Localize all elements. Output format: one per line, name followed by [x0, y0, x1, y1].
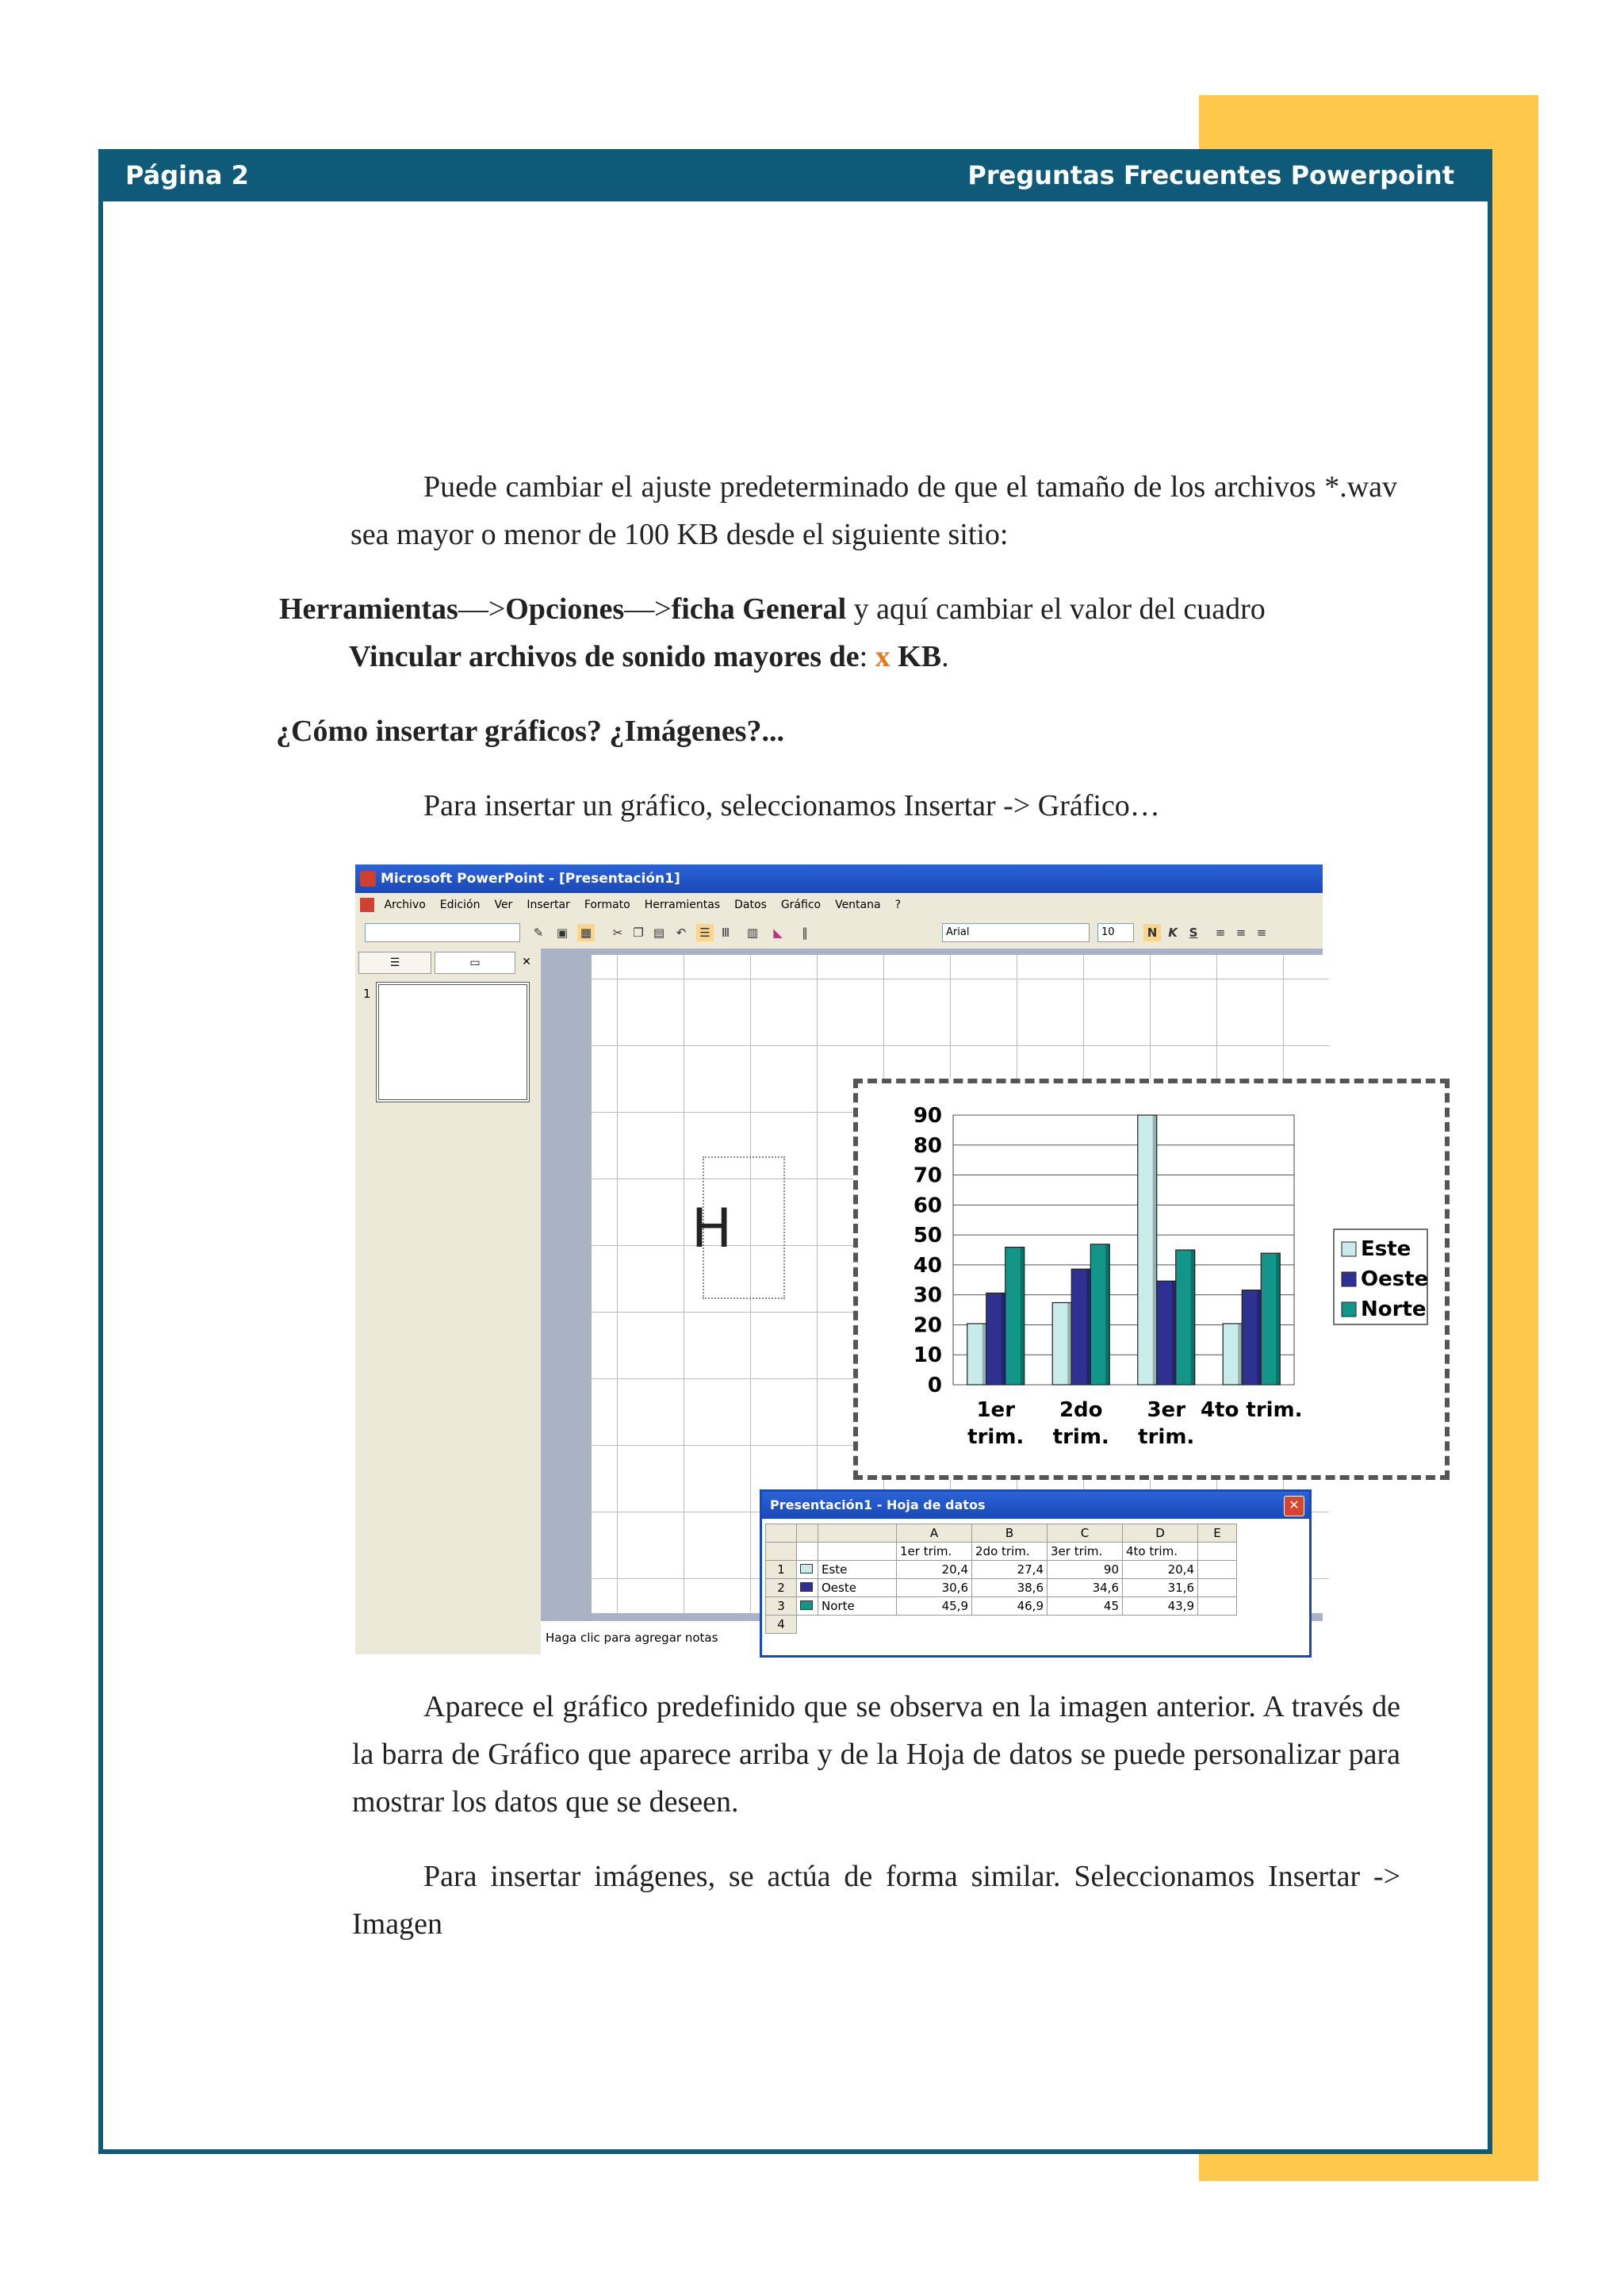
data-cell[interactable]: 30,6 [897, 1579, 972, 1597]
paragraph-5: Para insertar imágenes, se actúa de forma similar. Seleccionamos Insertar -> Imagen [352, 1860, 1400, 1941]
row-header[interactable]: 1 [766, 1561, 797, 1579]
window-title: Microsoft PowerPoint - [Presentación1] [381, 871, 680, 887]
column-header[interactable]: A [897, 1524, 972, 1543]
y-tick-label: 80 [913, 1133, 942, 1158]
data-cell[interactable]: 31,6 [1123, 1579, 1198, 1597]
menu-item-9[interactable]: ? [894, 899, 902, 911]
x-tick-label: trim. [967, 1425, 1025, 1449]
series-swatch-icon [800, 1564, 813, 1573]
column-header[interactable]: E [1198, 1524, 1237, 1543]
empty-cell[interactable] [1198, 1543, 1237, 1561]
y-tick-label: 30 [913, 1283, 942, 1308]
bar-shade [1238, 1324, 1242, 1385]
page-header [98, 149, 1488, 201]
x-tick-label: 2do [1059, 1398, 1103, 1422]
cut-icon[interactable]: ✂ [612, 926, 623, 940]
x-tick-label: trim. [1138, 1425, 1195, 1449]
row-header-blank[interactable] [766, 1543, 797, 1561]
data-cell[interactable]: 20,4 [897, 1561, 972, 1579]
menu-item-8[interactable]: Ventana [835, 899, 881, 911]
series-name-cell[interactable]: Norte [818, 1597, 897, 1616]
series-label-cell[interactable]: 2do trim. [972, 1543, 1048, 1561]
bold-button[interactable]: N [1143, 924, 1161, 941]
close-panel-icon[interactable]: ✕ [522, 956, 531, 968]
paragraph-3: Para insertar un gráfico, seleccionamos Insertar -> Gráfico… [423, 789, 1160, 822]
bar-shade [982, 1324, 986, 1385]
bar-shade [1067, 1302, 1071, 1385]
series-label-cell[interactable]: 4to trim. [1123, 1543, 1198, 1561]
gridlines-icon[interactable]: ‖ [802, 926, 808, 940]
menu-bar [355, 893, 1323, 917]
bar-shade [1172, 1281, 1176, 1385]
column-header[interactable]: B [972, 1524, 1048, 1543]
close-icon[interactable]: ✕ [1284, 1496, 1304, 1516]
series-label-cell[interactable]: 1er trim. [897, 1543, 972, 1561]
copy-icon[interactable]: ❐ [633, 926, 644, 940]
align-right-icon[interactable]: ≡ [1256, 926, 1267, 940]
font-size-dropdown[interactable]: 10 [1097, 923, 1134, 942]
row-header[interactable]: 4 [766, 1616, 797, 1634]
window-titlebar [355, 864, 1323, 893]
space [891, 640, 898, 673]
data-cell[interactable]: 46,9 [972, 1597, 1048, 1616]
legend-label: Norte [1361, 1297, 1427, 1321]
y-tick-label: 70 [913, 1163, 942, 1188]
bar-shade [1257, 1290, 1261, 1385]
x-tick-label: 3er [1147, 1398, 1186, 1422]
data-cell[interactable]: 27,4 [972, 1561, 1048, 1579]
menu-item-0[interactable]: Archivo [384, 899, 426, 911]
y-tick-label: 10 [913, 1343, 942, 1368]
paragraph-4: Aparece el gráfico predefinido que se observa en la imagen anterior. A través de la barra de Gráfico que aparece arriba y de la Hoja de datos se puede personalizar para mostrar los datos que se deseen. [352, 1690, 1400, 1819]
toolbar [355, 917, 1323, 949]
data-table-icon[interactable]: ▥ [746, 926, 759, 940]
open-icon[interactable]: ✎ [533, 926, 544, 940]
slide-title-text: H [691, 1198, 733, 1260]
chart-object[interactable] [853, 1079, 1450, 1480]
menu-item-4[interactable]: Formato [584, 899, 630, 911]
powerpoint-screenshot [355, 864, 1429, 1654]
document-icon [360, 898, 374, 912]
legend-swatch [1342, 1302, 1356, 1317]
tab-general: ficha General [671, 592, 847, 626]
y-tick-label: 40 [913, 1253, 942, 1278]
menu-item-7[interactable]: Gráfico [780, 899, 822, 911]
paste-icon[interactable]: ▤ [653, 926, 665, 940]
paragraph-1: Puede cambiar el ajuste predeterminado de que el tamaño de los archivos *.wav sea mayor o menor de 100 KB desde el siguiente sitio: [350, 470, 1397, 551]
y-tick-label: 50 [913, 1224, 942, 1248]
row-header[interactable]: 3 [766, 1597, 797, 1616]
datasheet-window [760, 1489, 1312, 1658]
menu-herramientas: Herramientas [279, 592, 458, 626]
font-name-dropdown[interactable]: Arial [942, 923, 1090, 942]
align-left-icon[interactable]: ≡ [1215, 926, 1226, 940]
menu-item-6[interactable]: Datos [734, 899, 767, 911]
data-cell[interactable]: 45 [1048, 1597, 1123, 1616]
series-swatch-icon [800, 1600, 813, 1610]
menu-item-1[interactable]: Edición [439, 899, 481, 911]
chart-type-icon[interactable]: ◣ [773, 926, 783, 940]
unit-kb: KB [898, 640, 942, 673]
empty-cell[interactable] [1198, 1579, 1237, 1597]
menu-item-5[interactable]: Herramientas [644, 899, 721, 911]
notes-pane[interactable]: Haga clic para agregar notas [541, 1621, 1327, 1654]
tab-slides[interactable]: ▭ [435, 952, 515, 974]
underline-button[interactable]: S [1189, 926, 1198, 940]
x-tick-label: trim. [1052, 1425, 1109, 1449]
section-heading: ¿Cómo insertar gráficos? ¿Imágenes?... [276, 715, 784, 748]
series-icon[interactable] [797, 1597, 818, 1616]
paragraph-2 [279, 585, 1405, 680]
slides-panel [355, 949, 541, 1654]
bar-shade [1191, 1250, 1195, 1385]
tab-outline[interactable]: ☰ [358, 952, 431, 974]
slide-thumbnail[interactable] [376, 982, 530, 1102]
italic-button[interactable]: K [1168, 926, 1178, 940]
by-rows-icon[interactable]: ☰ [696, 924, 714, 941]
column-header[interactable]: D [1123, 1524, 1198, 1543]
series-name-cell[interactable]: Oeste [818, 1579, 897, 1597]
slide-number: 1 [363, 987, 371, 1001]
colon: : [859, 640, 875, 673]
datasheet-title: Presentación1 - Hoja de datos [770, 1497, 986, 1512]
series-label-cell[interactable]: 3er trim. [1048, 1543, 1123, 1561]
page-label: Página 2 [125, 160, 249, 190]
align-center-icon[interactable]: ≡ [1235, 926, 1247, 940]
legend-label: Oeste [1361, 1267, 1429, 1291]
bar-shade [1105, 1244, 1109, 1385]
p2-text: y aquí cambiar el valor del cuadro [846, 592, 1266, 626]
datasheet-titlebar [762, 1492, 1309, 1519]
period: . [941, 640, 949, 673]
legend-label: Este [1361, 1237, 1411, 1261]
folder-icon[interactable]: ▣ [556, 926, 569, 940]
row-header[interactable]: 2 [766, 1579, 797, 1597]
datasheet-grid [765, 1524, 1237, 1634]
arrow-1: —> [458, 592, 506, 626]
x-tick-label: 4to trim. [1200, 1398, 1303, 1422]
legend-swatch [1342, 1272, 1356, 1286]
empty-cell[interactable] [1198, 1597, 1237, 1616]
menu-item-2[interactable]: Ver [494, 899, 513, 911]
option-vincular: Vincular archivos de sonido mayores de [349, 640, 860, 673]
legend-swatch [1342, 1242, 1356, 1256]
data-cell[interactable]: 90 [1048, 1561, 1123, 1579]
bar-shade [1002, 1293, 1005, 1385]
x-tick-label: 1er [976, 1398, 1016, 1422]
series-icon[interactable] [797, 1561, 818, 1579]
data-cell[interactable]: 20,4 [1123, 1561, 1198, 1579]
series-name-cell[interactable]: Este [818, 1561, 897, 1579]
data-cell[interactable]: 38,6 [972, 1579, 1048, 1597]
series-swatch-icon [800, 1582, 813, 1592]
empty-cell[interactable] [1198, 1561, 1237, 1579]
by-columns-icon[interactable]: Ⅲ [721, 926, 730, 940]
bar-shade [1086, 1269, 1090, 1385]
powerpoint-app-icon [360, 871, 376, 887]
value-x: x [875, 640, 891, 673]
bar-shade [1153, 1115, 1157, 1385]
bar-chart [858, 1083, 1435, 1466]
name-col-header[interactable] [818, 1524, 897, 1543]
arrow-2: —> [624, 592, 672, 626]
icon-col-header[interactable] [797, 1524, 818, 1543]
data-cell[interactable]: 34,6 [1048, 1579, 1123, 1597]
menu-opciones: Opciones [505, 592, 625, 626]
y-tick-label: 20 [913, 1313, 942, 1338]
y-tick-label: 0 [927, 1374, 942, 1397]
datasheet-icon[interactable]: ▦ [577, 924, 595, 941]
undo-icon[interactable]: ↶ [676, 926, 687, 940]
name-blank[interactable] [818, 1543, 897, 1561]
y-tick-label: 90 [913, 1104, 942, 1128]
y-tick-label: 60 [913, 1194, 942, 1218]
menu-item-3[interactable]: Insertar [527, 899, 570, 911]
font-style-dropdown[interactable] [365, 923, 520, 942]
data-cell[interactable]: 43,9 [1123, 1597, 1198, 1616]
series-icon[interactable] [797, 1579, 818, 1597]
bar-shade [1276, 1253, 1280, 1385]
document-title: Preguntas Frecuentes Powerpoint [967, 160, 1454, 190]
corner-cell[interactable] [766, 1524, 797, 1543]
data-cell[interactable]: 45,9 [897, 1597, 972, 1616]
icon-blank[interactable] [797, 1543, 818, 1561]
column-header[interactable]: C [1048, 1524, 1123, 1543]
panel-tabs [358, 952, 538, 974]
bar-shade [1021, 1248, 1025, 1385]
